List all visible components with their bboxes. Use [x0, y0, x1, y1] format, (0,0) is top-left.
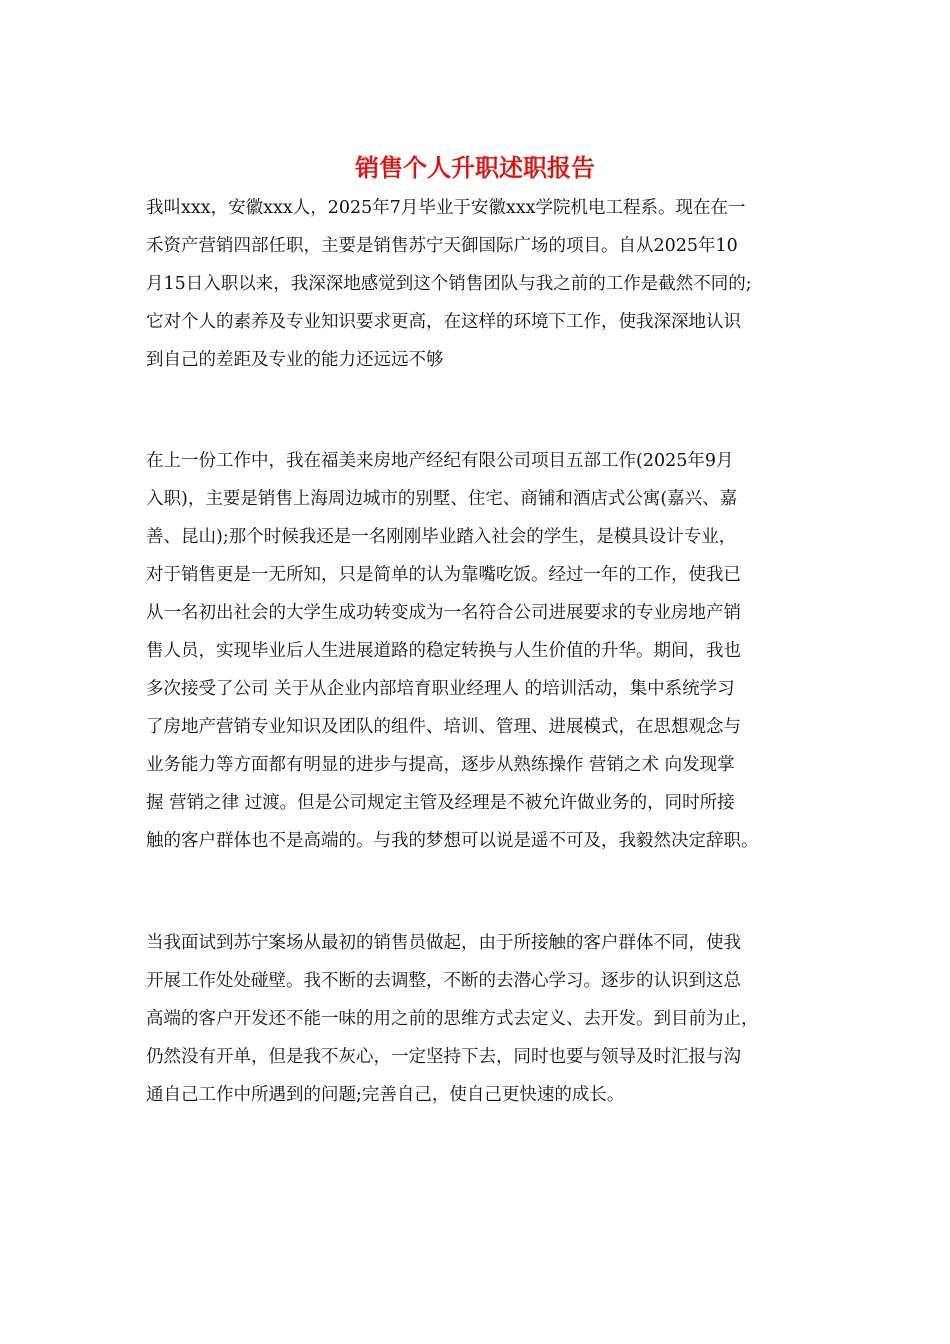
paragraph-line: 入职)，主要是销售上海周边城市的别墅、住宅、商铺和酒店式公寓(嘉兴、嘉 — [146, 489, 738, 509]
paragraph-line: 从一名初出社会的大学生成功转变成为一名符合公司进展要求的专业房地产销 — [146, 603, 741, 623]
paragraph-line: 高端的客户开发还不能一味的用之前的思维方式去定义、去开发。到目前为止， — [146, 1009, 759, 1029]
paragraph-line: 在上一份工作中，我在福美来房地产经纪有限公司项目五部工作(2025年9月 — [146, 451, 734, 471]
paragraph-line: 当我面试到苏宁案场从最初的销售员做起，由于所接触的客户群体不同，使我 — [146, 933, 741, 953]
paragraph-line: 开展工作处处碰壁。我不断的去调整，不断的去潜心学习。逐步的认识到这总 — [146, 971, 741, 991]
paragraph-line: 善、昆山);那个时候我还是一名刚刚毕业踏入社会的学生，是模具设计专业， — [146, 527, 737, 547]
paragraph-line: 通自己工作中所遇到的问题;完善自己，使自己更快速的成长。 — [146, 1085, 625, 1105]
paragraph-line: 售人员，实现毕业后人生进展道路的稳定转换与人生价值的升华。期间，我也 — [146, 641, 741, 661]
document-title: 销售个人升职述职报告 — [355, 153, 595, 182]
paragraph-line: 业务能力等方面都有明显的进步与提高，逐步从熟练操作 营销之术 向发现掌 — [146, 755, 735, 775]
paragraph-line: 对于销售更是一无所知，只是简单的认为靠嘴吃饭。经过一年的工作，使我已 — [146, 565, 741, 585]
paragraph-line: 了房地产营销专业知识及团队的组件、培训、管理、进展模式，在思想观念与 — [146, 717, 741, 737]
paragraph-line: 多次接受了公司 关于从企业内部培育职业经理人 的培训活动，集中系统学习 — [146, 679, 735, 699]
paragraph-line: 触的客户群体也不是高端的。与我的梦想可以说是遥不可及，我毅然决定辞职。 — [146, 831, 759, 851]
paragraph-line: 到自己的差距及专业的能力还远远不够 — [146, 350, 444, 370]
paragraph-line: 月15日入职以来，我深深地感觉到这个销售团队与我之前的工作是截然不同的; — [146, 274, 752, 294]
paragraph-line: 握 营销之律 过渡。但是公司规定主管及经理是不被允许做业务的，同时所接 — [146, 793, 735, 813]
paragraph-line: 它对个人的素养及专业知识要求更高，在这样的环境下工作，使我深深地认识 — [146, 312, 741, 332]
paragraph-line: 禾资产营销四部任职，主要是销售苏宁天御国际广场的项目。自从2025年10 — [146, 236, 738, 256]
paragraph-line: 我叫xxx，安徽xxx人，2025年7月毕业于安徽xxx学院机电工程系。现在在一 — [146, 198, 746, 218]
paragraph-line: 仍然没有开单，但是我不灰心，一定坚持下去，同时也要与领导及时汇报与沟 — [146, 1047, 741, 1067]
